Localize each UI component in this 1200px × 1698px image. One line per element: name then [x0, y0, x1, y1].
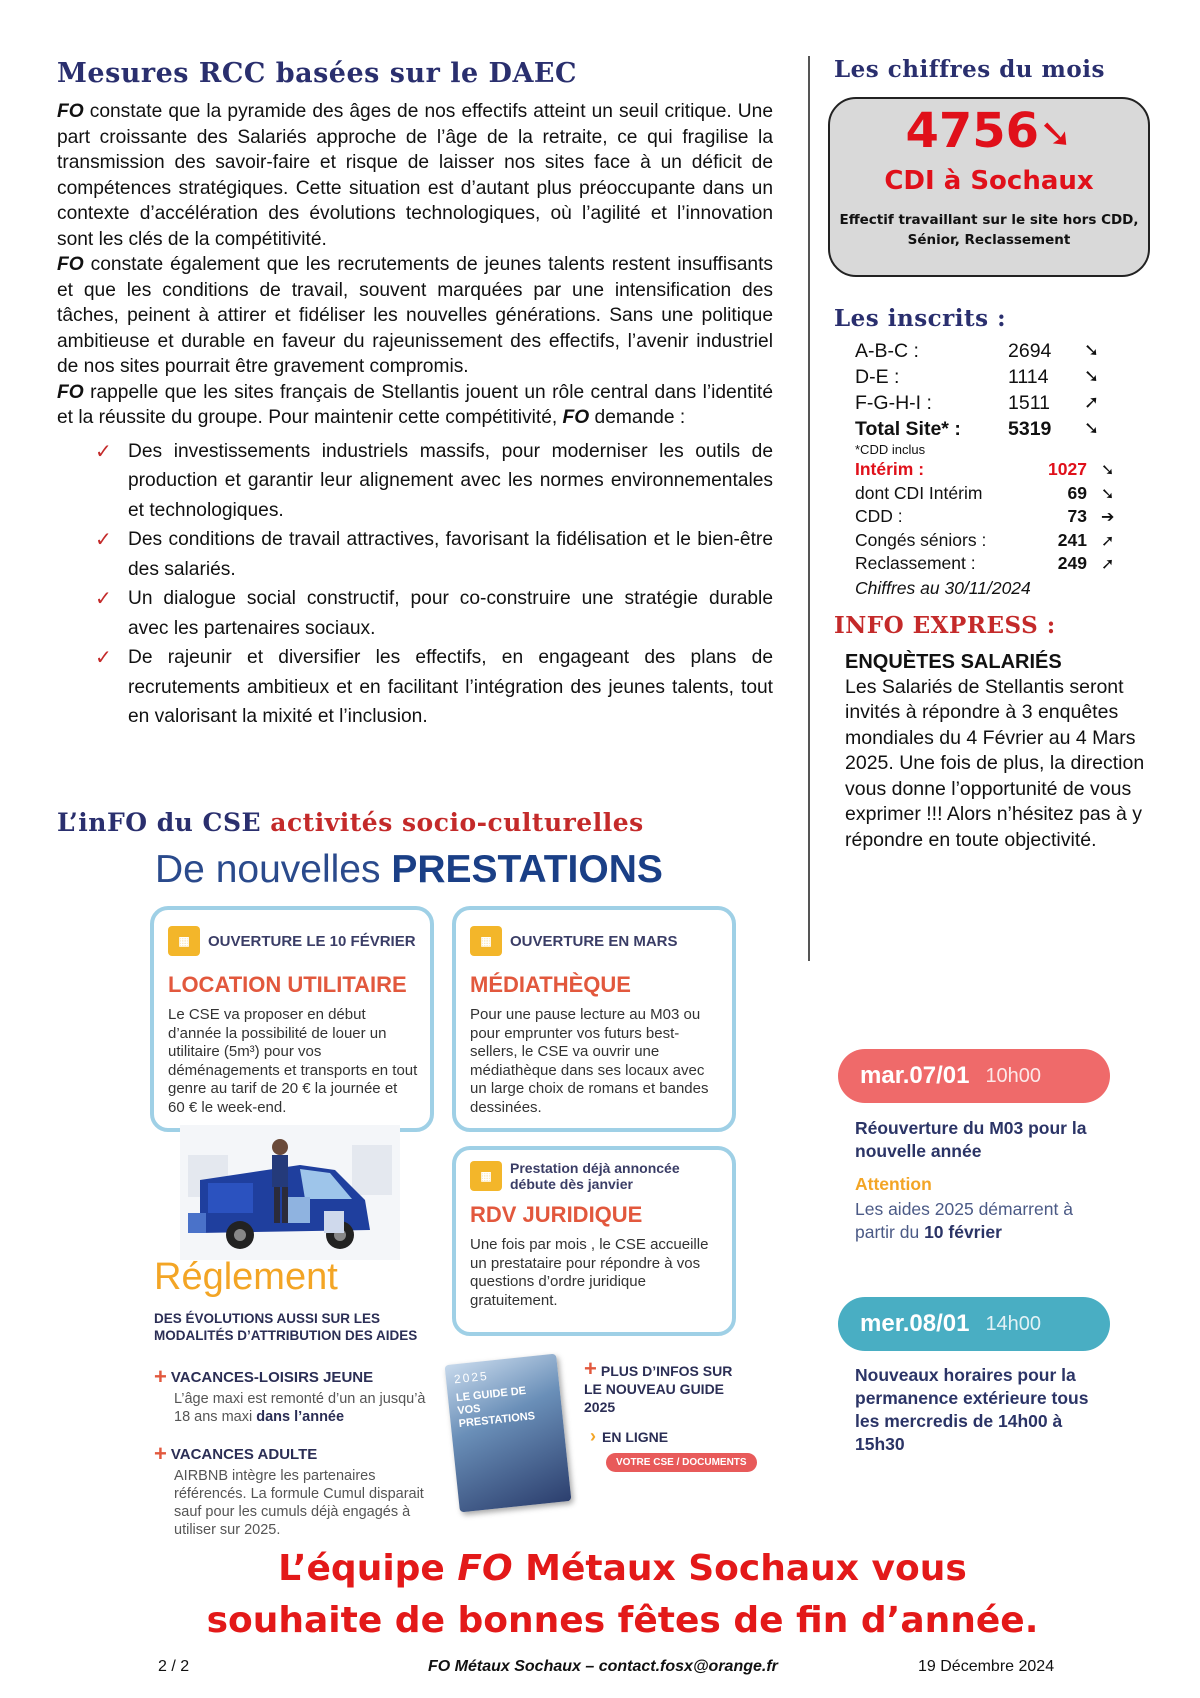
info-text: Les Salariés de Stellantis seront invités à répondre à 3 enquêtes mondiales du 4 Février au 4 Mars 2025. Une fois de plus, la direction vous donne l’opportunité de vous exprimer !!! Alors n’hésitez pas à y répondre en toute objectivité.	[845, 675, 1145, 851]
calendar-icon: ▦	[470, 926, 502, 956]
calendar-icon: ▦	[470, 1161, 502, 1191]
table-row: CDD : 73 ➔	[855, 505, 1114, 529]
sidebar	[828, 56, 1178, 853]
table-row: dont CDI Intérim 69 ➘	[855, 482, 1114, 506]
trend-arrow-icon: ➘	[1100, 483, 1115, 503]
event-date-pill: mar.07/01 10h00	[838, 1049, 1110, 1103]
season-greetings: L’équipe FO Métaux Sochaux vous souhaite de bonnes fêtes de fin d’année.	[206, 1548, 1039, 1641]
trend-arrow-icon: ➘	[1100, 460, 1115, 479]
rcc-paragraph-2: FO constate également que les recrutements de jeunes talents restent insuffisants et que les conditions de travail, souvent marquées par une intensification des tâches, peinent à attirer et fidéliser les nouvelles générations. Sans une politique ambitieuse et durable en faveur du rajeunissement des effectifs, l’avenir industriel de nos sites pourrait être gravement compromis.	[57, 254, 773, 377]
calendar-icon: ▦	[168, 926, 200, 956]
check-icon: ✓	[95, 527, 112, 551]
table-row: Congés séniors : 241 ➚	[855, 529, 1114, 553]
stats-date: Chiffres au 30/11/2024	[855, 577, 1031, 598]
card-location-utilitaire: ▦ OUVERTURE LE 10 FÉVRIER LOCATION UTILITAIRE Le CSE va proposer en début d’année la possibilité de louer un utilitaire (5m³) pour vos déménagements et transports en tout genre au tarif de 20 € la journée et 60 € le week-end.	[150, 906, 434, 1132]
trend-arrow-icon: ➘	[1084, 340, 1100, 361]
trend-arrow-icon: ➔	[1100, 507, 1115, 526]
guide-cover: 2025 LE GUIDE DE VOS PRESTATIONS	[445, 1354, 572, 1513]
page-number: 2 / 2	[158, 1658, 190, 1675]
chevron-right-icon: ›	[590, 1426, 596, 1446]
headcount-number: 4756➘	[905, 103, 1073, 159]
event-text: Réouverture du M03 pour la nouvelle année	[855, 1118, 1087, 1161]
plus-infos: + PLUS D’INFOS SUR LE NOUVEAU GUIDE 2025 › EN LIGNE VOTRE CSE / DOCUMENTS	[584, 1360, 744, 1472]
cdd-note: *CDD inclus	[855, 442, 926, 457]
chiffres-title: Les chiffres du mois	[834, 56, 1105, 83]
van-illustration	[180, 1125, 400, 1260]
headcount-subtitle: Effectif travaillant sur le site hors CDD, Sénior, Reclassement	[839, 212, 1139, 248]
table-row-total: Total Site* : 5319 ➘	[855, 418, 1100, 440]
prestations-title: De nouvelles PRESTATIONS	[155, 848, 663, 891]
cse-documents-link[interactable]: VOTRE CSE / DOCUMENTS	[606, 1453, 757, 1472]
trend-arrow-icon: ➘	[1084, 418, 1100, 439]
fo-label: FO	[57, 381, 84, 403]
footer-date: 19 Décembre 2024	[918, 1658, 1055, 1675]
trend-arrow-icon: ➚	[1100, 554, 1115, 573]
trend-arrow-icon: ➚	[1084, 392, 1100, 413]
reglement-subtitle: DES ÉVOLUTIONS AUSSI SUR LES MODALITÉS D’ATTRIBUTION DES AIDES	[154, 1311, 418, 1343]
rcc-section	[57, 58, 773, 732]
list-item: ✓ Un dialogue social constructif, pour co-construire une stratégie durable avec les partenaires sociaux.	[95, 586, 773, 639]
list-item: ✓ De rajeunir et diversifier les effectifs, en engageant des plans de recrutements ambitieux et en facilitant l’intégration des jeunes talents, tout en valorisant la mixité et l’inclusion.	[95, 645, 773, 727]
list-item: ✓ Des investissements industriels massifs, pour moderniser les outils de production et garantir leur alignement avec les normes environnementales et technologiques.	[95, 438, 773, 521]
plus-icon: +	[154, 1364, 167, 1389]
table-row: Intérim : 1027 ➘	[855, 458, 1114, 482]
column-divider	[808, 56, 810, 961]
cse-title: L’inFO du CSE activités socio-culturelles	[57, 808, 644, 837]
rcc-title: Mesures RCC basées sur le DAEC	[57, 58, 577, 89]
arrow-down-icon: ➘	[1039, 111, 1073, 157]
item-vacances-adulte: + VACANCES ADULTE AIRBNB intègre les partenaires référencés. La formule Cumul disparait sauf pour les cumuls déjà engagés à utiliser sur 2025.	[154, 1441, 424, 1538]
event-date-pill: mer.08/01 14h00	[838, 1297, 1110, 1351]
event-text: Nouveaux horaires pour la permanence extérieure tous les mercredis de 14h00 à 15h30	[855, 1365, 1089, 1454]
fo-label: FO	[57, 101, 84, 122]
trend-arrow-icon: ➚	[1100, 530, 1115, 550]
card-text: Le CSE va proposer en début d’année la possibilité de louer un utilitaire (5m³) pour vos déménagements et transports en tout genre au tarif de 20 € la journée et 60 € le week-end.	[168, 1006, 418, 1116]
fo-label: FO	[562, 407, 590, 428]
inscrits-title: Les inscrits :	[834, 305, 1007, 332]
card-title: MÉDIATHÈQUE	[470, 972, 631, 997]
plus-icon: +	[154, 1441, 167, 1466]
trend-arrow-icon: ➘	[1084, 366, 1100, 387]
table-row: F-G-H-I : 1511 ➚	[855, 392, 1100, 414]
table-row: A-B-C : 2694 ➘	[855, 340, 1100, 362]
check-icon: ✓	[95, 438, 112, 463]
headcount-box	[828, 97, 1150, 277]
fo-label: FO	[57, 254, 84, 275]
card-title: LOCATION UTILITAIRE	[168, 972, 407, 997]
card-mediatheque: ▦ OUVERTURE EN MARS MÉDIATHÈQUE Pour une pause lecture au M03 ou pour emprunter vos futurs best-sellers, le CSE va ouvrir une médiathèque dans ses locaux avec un large choix de romans et bandes dessinées.	[452, 906, 736, 1132]
check-icon: ✓	[95, 586, 112, 610]
card-text: Une fois par mois , le CSE accueille un prestataire pour répondre à vos questions d’ordre juridique gratuitement.	[470, 1236, 709, 1309]
reglement-title: Réglement	[154, 1256, 338, 1298]
demands-list	[95, 437, 773, 732]
card-title: RDV JURIDIQUE	[470, 1202, 643, 1227]
inscrits-table	[855, 338, 1099, 442]
info-express-title: INFO EXPRESS :	[834, 611, 1056, 639]
attention-label: Attention	[855, 1174, 932, 1194]
item-vacances-jeune: + VACANCES-LOISIRS JEUNE L’âge maxi est remonté d’un an jusqu’à 18 ans maxi dans l’année	[154, 1364, 426, 1425]
card-text: Pour une pause lecture au M03 ou pour emprunter vos futurs best-sellers, le CSE va ouvrir une médiathèque dans ses locaux avec un large choix de romans et bandes dessinées.	[470, 1006, 709, 1116]
rcc-paragraph-1: FO constate que la pyramide des âges de nos effectifs atteint un seuil critique. Une part croissante des Salariés approche de l’âge de la retraite, ce qui fragilise la transmission des savoir-faire et risque de laisser nos sites face à un déficit de compétences stratégiques. Cette situation est d’autant plus préoccupante dans un contexte d’accélération des évolutions technologiques, où l’agilité et l’innovation sont les clés de la compétitivité.	[57, 101, 773, 250]
other-stats-table	[855, 458, 1114, 576]
plus-icon: +	[584, 1356, 597, 1381]
contact-email[interactable]: FO Métaux Sochaux – contact.fosx@orange.fr	[428, 1658, 778, 1675]
table-row: Reclassement : 249 ➚	[855, 552, 1114, 576]
rcc-paragraph-3: FO rappelle que les sites français de Stellantis jouent un rôle central dans l’identité et la réussite du groupe. Pour maintenir cette compétitivité, FO demande :	[57, 381, 773, 428]
info-heading: ENQUÈTES SALARIÉS	[845, 650, 1062, 673]
table-row: D-E : 1114 ➘	[855, 366, 1100, 388]
list-item: ✓ Des conditions de travail attractives, favorisant la fidélisation et le bien-être des salariés.	[95, 527, 773, 580]
event-note: Les aides 2025 démarrent à partir du 10 février	[855, 1199, 1073, 1242]
check-icon: ✓	[95, 645, 112, 669]
card-rdv-juridique: ▦ Prestation déjà annoncée débute dès janvier RDV JURIDIQUE Une fois par mois , le CSE accueille un prestataire pour répondre à vos questions d’ordre juridique gratuitement.	[452, 1146, 736, 1336]
headcount-label: CDI à Sochaux	[884, 166, 1094, 196]
